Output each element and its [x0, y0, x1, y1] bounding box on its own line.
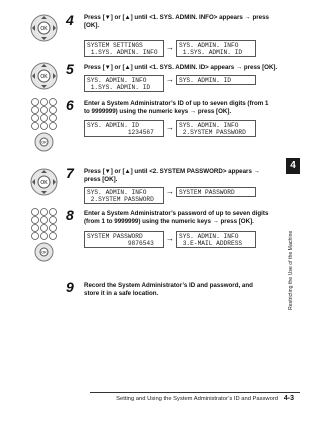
svg-text:OK: OK	[40, 74, 48, 80]
lcd-line: 2.SYSTEM PASSWORD	[179, 129, 246, 136]
step-instruction: Press [▼] or [▲] until <1. SYS. ADMIN. ID> appears → press [OK].	[84, 64, 278, 71]
lcd-line: SYS. ADMIN. ID	[179, 77, 231, 84]
lcd-display-before	[84, 75, 164, 92]
lcd-line: SYS. ADMIN. INFO	[179, 122, 239, 129]
step-number: 5	[66, 61, 74, 77]
svg-text:OK: OK	[40, 26, 48, 32]
arrow-icon: →	[166, 75, 174, 84]
lcd-line: SYS. ADMIN. ID	[87, 122, 139, 129]
step-number: 6	[66, 97, 74, 113]
keypad-ok-icon	[30, 98, 58, 157]
lcd-display-after	[176, 187, 256, 197]
footer-title: Setting and Using the System Administrator’s ID and Password	[116, 396, 278, 402]
lcd-line: 2.SYSTEM PASSWORD	[87, 196, 154, 203]
step-instruction: Record the System Administrator’s ID and password, and store it in a safe location.	[84, 282, 253, 297]
lcd-line: SYSTEM SETTINGS	[87, 42, 143, 49]
lcd-line: 3.E-MAIL ADDRESS	[179, 240, 243, 247]
footer-divider	[90, 392, 300, 393]
arrow-icon: →	[166, 43, 174, 52]
chapter-tab: 4	[286, 158, 300, 174]
lcd-display-after	[176, 40, 256, 57]
arrow-icon: →	[166, 234, 174, 243]
step-number: 7	[66, 165, 74, 181]
step-number: 4	[66, 12, 74, 28]
lcd-line: SYS. ADMIN. INFO	[87, 77, 147, 84]
lcd-display-before	[84, 120, 164, 137]
lcd-display-after	[176, 120, 256, 137]
step-instruction: Press [▼] or [▲] until <2. SYSTEM PASSWORD> appears → press [OK].	[84, 168, 260, 183]
step-instruction: Enter a System Administrator’s ID of up to seven digits (from 1 to 9999999) using the numeric keys → press [OK].	[84, 100, 269, 115]
lcd-display-before	[84, 231, 164, 248]
page-number: 4-3	[283, 395, 294, 402]
lcd-display-after	[176, 75, 256, 85]
lcd-line: 9876543	[87, 240, 154, 247]
lcd-display-after	[176, 231, 256, 248]
lcd-line: SYS. ADMIN. INFO	[87, 189, 147, 196]
lcd-line: 1234567	[87, 129, 154, 136]
svg-text:OK: OK	[40, 180, 48, 186]
step-instruction: Press [▼] or [▲] until <1. SYS. ADMIN. INFO> appears → press [OK].	[84, 14, 269, 29]
arrow-icon: →	[166, 123, 174, 132]
lcd-display-before	[84, 40, 164, 57]
lcd-line: SYSTEM PASSWORD	[179, 189, 235, 196]
step-instruction: Enter a System Administrator’s password of up to seven digits (from 1 to 9999999) using the numeric keys → press [OK].	[84, 210, 269, 225]
dpad-ok-icon	[30, 168, 58, 201]
lcd-line: SYS. ADMIN. INFO	[179, 42, 239, 49]
keypad-ok-icon	[30, 208, 58, 267]
arrow-icon: →	[166, 187, 174, 196]
dpad-ok-icon	[30, 62, 58, 95]
lcd-display-before	[84, 187, 164, 204]
svg-text:OK: OK	[41, 249, 47, 255]
svg-text:OK: OK	[41, 139, 47, 145]
lcd-line: 1.SYS. ADMIN. INFO	[87, 49, 158, 56]
step-number: 9	[66, 279, 74, 295]
chapter-side-label: Restricting the Use of the Machine	[288, 230, 294, 310]
lcd-line: SYSTEM PASSWORD	[87, 233, 143, 240]
lcd-line: 1.SYS. ADMIN. ID	[179, 49, 243, 56]
dpad-ok-icon	[30, 14, 58, 47]
lcd-line: 1.SYS. ADMIN. ID	[87, 84, 151, 91]
step-number: 8	[66, 207, 74, 223]
lcd-line: SYS. ADMIN. INFO	[179, 233, 239, 240]
